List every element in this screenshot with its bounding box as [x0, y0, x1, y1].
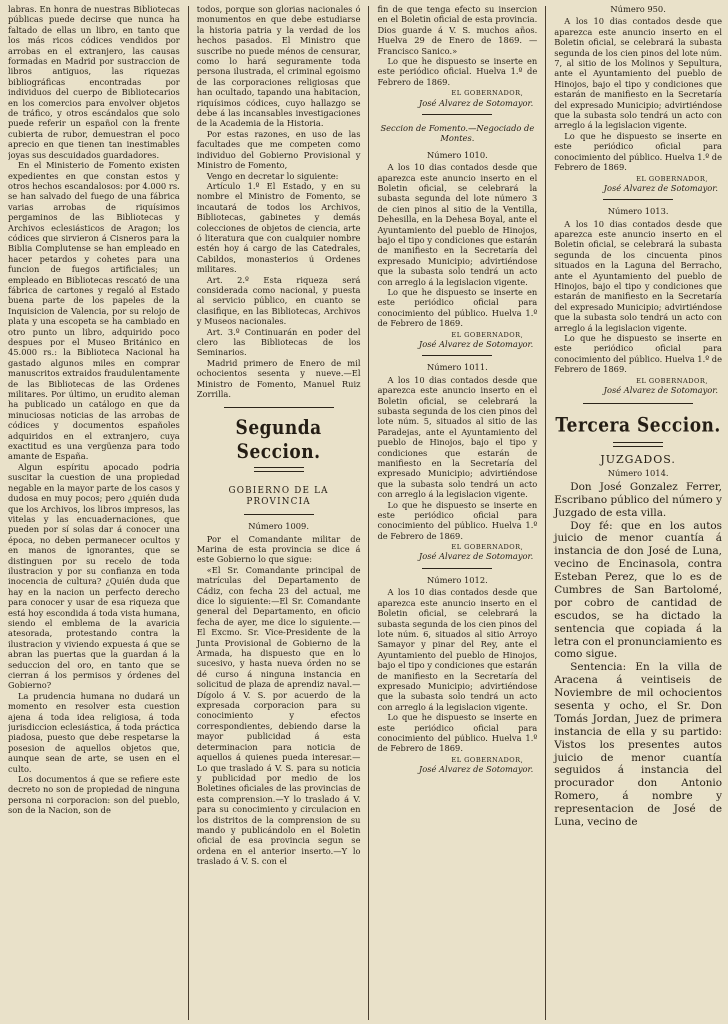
separator — [422, 568, 492, 569]
paragraph: Sentencia: En la villa de Aracena á veintiseis de Noviembre de mil ochocientos sesenta y ocho, el Sr. Don Tomás Jordan, Juez de primera instancia de ella y su partido: Vistos los presentes autos juicio de menor cuantía seguidos á instancia del procurador don Antonio Romero, á nombre y representacion de José de Luna, vecino de — [554, 661, 722, 829]
notice-closing: Lo que he dispuesto se inserte en este periódico oficial para conocimiento del público. Huelva 1.º de Febrero de 1869. — [554, 333, 722, 375]
article: Art. 3.º Continuarán en poder del clero las Bibliotecas de los Seminarios. — [196, 326, 361, 358]
paragraph: Los documentos á que se refiere este decreto no son de propiedad de ninguna persona ni corporacion: son del pueblo, son de la Nacion, son de — [8, 774, 180, 816]
governor-signature: José Alvarez de Sotomayor. — [418, 338, 534, 349]
sub-title: JUZGADOS. — [600, 452, 676, 466]
notice-body: A los 10 dias contados desde que aparezca este anuncio inserto en el Boletin oficial, se celebrará la subasta segunda de los cien pinos del lote núm. 7, al sitio de los Molinos y Sepultura, ante el Ayuntamiento del pueblo de Hinojos, bajo el tipo y condiciones que estarán de manifiesto en la Secretaría del expresado Municipio; advirtiéndose que la subasta solo tendrá un acto con arreglo á la legislacion vigente. — [554, 16, 722, 131]
notice-body: A los 10 dias contados desde que aparezca este anuncio inserto en el Boletin oficial, se celebrará la subasta segunda de los cien pinos del lote núm. 6, situados al sitio Arroyo Samayor y pinar del Rey, ante el Ayuntamiento del pueblo de Hinojos, bajo el tipo y condiciones que estarán de manifiesto en la Secretaría del expresado Municipio; advirtiéndose que la subasta solo tendrá un acto con arreglo á la legislacion vigente. — [377, 587, 538, 712]
article: Artículo 1.º El Estado, y en su nombre el Ministro de Fomento, se incautará de todos los Archivos, Bibliotecas, gabinetes y demás colecciones de objetos de ciencia, arte ó literatura que con cualquier nombre estén hoy á cargo de las Catedrales, Cabildos, monasterios ú Ordenes militares. — [196, 180, 361, 275]
governor-label: EL GOBERNADOR, — [636, 174, 708, 183]
sub-title: GOBIERNO DE LA PROVINCIA — [228, 486, 329, 508]
governor-signature: José Alvarez de Sotomayor. — [418, 551, 534, 562]
notice-closing: Lo que he dispuesto se inserte en este periódico oficial para conocimiento del público. Huelva 1.º de Febrero de 1869. — [377, 712, 538, 754]
paragraph: Lo que he dispuesto se inserte en este periódico oficial. Huelva 1.º de Febrero de 1869. — [377, 56, 538, 87]
separator — [224, 407, 334, 408]
separator — [422, 114, 492, 115]
paragraph: labras. En honra de nuestras Bibliotecas públicas puede decirse que nunca ha faltado de ellas un libro, en tanto que los más ricos códices vendidos por arrobas en el extranjero, las causas formadas en Madrid por sustraccion de libros antiguos, las riquezas bibliográficas encontradas por individuos del cuerpo de Bibliotecarios en los comercios para envolver objetos de tráfico, y otros escándalos que solo puede referir un español con la frente cubierta de rubor, demuestran el poco aprecio en que tienen tan inestimables joyas sus descuidados guardadores. — [8, 4, 180, 160]
paragraph: fin de que tenga efecto su insercion en el Boletin oficial de esta provincia. Dios guarde á V. S. muchos años. Huelva 29 de Enero de 1869. —Francisco Sanico.» — [377, 4, 538, 56]
column-2 — [189, 4, 369, 1018]
paragraph: Doy fé: que en los autos juicio de menor cuantía á instancia de don José de Luna, vecino de Encinasola, contra Esteban Perez, que lo es de Cumbres de San Bartolomé, por cobro de cantidad de escudos, se ha dictado la sentencia que copiada á la letra con el pronunciamiento es como sigue. — [554, 519, 722, 661]
notice-body: A los 10 dias contados desde que aparezca este anuncio inserto en el Boletin oficial, se celebrará la subasta segunda de los cien pinos del lote núm. 5, situados al sitio de las Paradejas, ante el Ayuntamiento del pueblo de Hinojos, bajo el tipo y condiciones que estarán de manifiesto en la Secretaría del expresado Municipio; advirtiéndose que la subasta solo tendrá un acto con arreglo á la legislacion vigente. — [377, 374, 538, 500]
decree-signature: Madrid primero de Enero de mil ochocientos sesenta y nueve.—El Ministro de Fomento, Manuel Ruiz Zorrilla. — [196, 357, 361, 400]
governor-label: EL GOBERNADOR, — [451, 89, 524, 98]
paragraph: Don José Gonzalez Ferrer, Escribano público del número y Juzgado de esta villa. — [554, 480, 722, 519]
separator — [422, 355, 492, 356]
paragraph: Vengo en decretar lo siguiente: — [206, 170, 339, 181]
column-3 — [369, 4, 545, 1018]
paragraph: «El Sr. Comandante principal de matrículas del Departamento de Cádiz, con fecha 23 del actual, me dice lo siguiente:—El Sr. Comandante general del Departamento, en oficio fecha de ayer, me dice lo siguiente.—El Excmo. Sr. Vice-Presidente de la Junta Provisional de Gobierno de la Armada, ha dispuesto que en lo sucesivo, y hasta nueva órden no se dé curso á ninguna instancia en solicitud de plaza de aprendiz naval.—Dígolo á V. S. por acuerdo de la expresada corporacion para su conocimiento y efectos correspondientes, debiendo darse la mayor publicidad á esta determinacion para noticia de aquellos á quienes pueda interesar.—Lo que traslado á V. S. para su noticia y publicidad por medio de los Boletines oficiales de las provincias de esta comprension.—Y lo traslado á V. para su conocimiento y circulacion en los distritos de la comprension de su mando y publicándolo en el Boletin oficial de esa provincia segun se ordena en el anterior inserto.—Y lo traslado á V. S. con el — [196, 564, 361, 867]
separator — [583, 403, 693, 404]
notice-closing: Lo que he dispuesto se inserte en este periódico oficial para conocimiento del público. Huelva 1.º de Febrero de 1869. — [554, 130, 722, 173]
ornament — [254, 467, 304, 472]
governor-signature: José Alvarez de Sotomayor. — [603, 182, 718, 193]
separator — [244, 514, 314, 515]
section-title: Segunda Seccion. — [235, 417, 322, 465]
governor-signature: José Alvarez de Sotomayor. — [418, 764, 534, 775]
governor-signature: José Alvarez de Sotomayor. — [418, 97, 534, 108]
governor-signature: José Alvarez de Sotomayor. — [603, 384, 718, 395]
notice-body: A los 10 dias contados desde que aparezca este anuncio inserto en el Boletin oficial, se celebrará la subasta segunda de los cincuenta pinos situados en la Laguna del Berracho, ante el Ayuntamiento del pueblo de Hinojos, bajo el tipo y condiciones que estarán de manifiesto en la Secretaría del expresado Municipio; advirtiéndose que la subasta solo tendrá un acto con arreglo á la legislacion vigente. — [554, 218, 722, 333]
notice-body: A los 10 dias contados desde que aparezca este anuncio inserto en el Boletin oficial, se celebrará la subasta segunda del lote número 3 de cien pinos al sitio de la Ventilla, Dehesilla, en la Dehesa Boyal, ante el Ayuntamiento del pueblo de Hinojos, bajo el tipo y condiciones que estarán de manifiesto en la Secretaría del expresado Municipio; advirtiéndose que la subasta solo tendrá un acto con arreglo á la legislacion vigente. — [377, 162, 538, 287]
paragraph: Por estas razones, en uso de las facultades que me competen como individuo del Gobierno Provisional y Ministro de Fomento, — [196, 128, 361, 171]
paragraph: La prudencia humana no dudará un momento en resolver esta cuestion ajena á toda idea religiosa, á toda jurisdiccion eclesiástica, á toda práctica piadosa, puesto que debe respetarse la posesion de aquellos objetos que, aunque sean de arte, se usen en el culto. — [8, 690, 180, 774]
court-notice — [554, 481, 722, 829]
governor-label: EL GOBERNADOR, — [451, 543, 524, 552]
notice-number: Número 1010. — [427, 149, 488, 160]
notice-closing: Lo que he dispuesto se inserte en este periódico oficial para conocimiento del público. Huelva 1.º de Febrero de 1869. — [377, 499, 538, 541]
governor-label: EL GOBERNADOR, — [451, 755, 524, 764]
notice-number: Número 1012. — [427, 574, 488, 585]
ornament — [613, 442, 663, 447]
column-1 — [8, 4, 188, 1018]
notice-number: Número 1013. — [607, 206, 669, 217]
paragraph: Por el Comandante militar de Marina de esta provincia se dice á este Gobierno lo que sigue: — [196, 533, 361, 565]
article: Art. 2.º Esta riqueza será considerada como nacional, y puesta al servicio público, en cuanto se clasifique, en las Bibliotecas, Archivos y Museos nacionales. — [196, 274, 361, 327]
section-title: Tercera Seccion. — [555, 414, 721, 438]
notice-closing: Lo que he dispuesto se inserte en este periódico oficial para conocimiento del público. Huelva 1.º de Febrero de 1869. — [377, 287, 538, 329]
governor-label: EL GOBERNADOR, — [636, 376, 708, 385]
column-4 — [546, 4, 722, 1018]
notice-number: Número 950. — [610, 4, 666, 14]
paragraph: todos, porque son glorias nacionales ó monumentos en que debe estudiarse la historia patria y la verdad de los hechos pasados. El Ministro que suscribe no puede ménos de censurar, como lo hará seguramente toda persona ilustrada, el criminal egoismo de las corporaciones religiosas que han ocultado, tapando una habitacion, riquísimos códices, cuyo hallazgo se debe á las incansables investigaciones de la Academia de la Historia. — [196, 4, 361, 129]
notice-number: Número 1011. — [427, 362, 488, 373]
notice-number: Número 1009. — [248, 521, 309, 532]
paragraph: En el Ministerio de Fomento existen expedientes en que constan estos y otros hechos escandalosos: por 4.000 rs. se han salvado del fuego de una fábrica varias arrobas de riquísimos pergaminos de las Bibliotecas y Archivos eclesiásticos de Aragon; los códices que sirvieron á Cisneros para la Biblia Complutense se han empleado en hacer petardos y cohetes para una funcion de fuegos artificiales; un empleado en Bibliotecas rescató de una fábrica de cartones y regaló al Estado buena parte de los papeles de la Inquisicion de Valencia, por su relojo de plata y una escopeta se ha cambiado en otro punto un libro, adquirido poco despues por el Museo Británico en 45.000 rs.: la Biblioteca Nacional ha gastado algunos miles en comprar manuscritos extraidos fraudulentamente de las Bibliotecas de las Ordenes militares. Por último, un erudito aleman ha publicado un catálogo en que da minuciosas noticias de las arrobas de códices y documentos españoles adquiridos en el extranjero, cuya exactitud es una vergüenza para todo amante de España. — [8, 160, 180, 462]
separator — [603, 199, 673, 200]
governor-label: EL GOBERNADOR, — [451, 330, 524, 339]
paragraph: Algun espíritu apocado podria suscitar la cuestion de una propiedad negable en la mayor parte de los casos y dudosa en muy pocos; pero ¿quién duda que los Archivos, los libros impresos, las vitelas y las encuadernaciones, que pueden por sí solas dar á conocer una época, no deben permanecer ocultos y en manos de ignorantes, que se distinguen por su recelo de toda ilustracion y por su confianza en toda inocencia de cultura? ¿Quién duda que hay en la nacion un perfecto derecho para conocer y usar de esa riqueza que está hoy escondida á toda vista humana, siendo el emblema de la avaricia atesorada, protestando contra la ilustracion y viviendo expuesta á que se abran las puertas que la guardan á la seduccion del oro, en tanto que se cierran á los permisos y órdenes del Gobierno? — [8, 461, 180, 691]
notice-number: Número 1014. — [607, 468, 669, 479]
section-heading: Seccion de Fomento.—Negociado de Montes. — [380, 122, 535, 144]
